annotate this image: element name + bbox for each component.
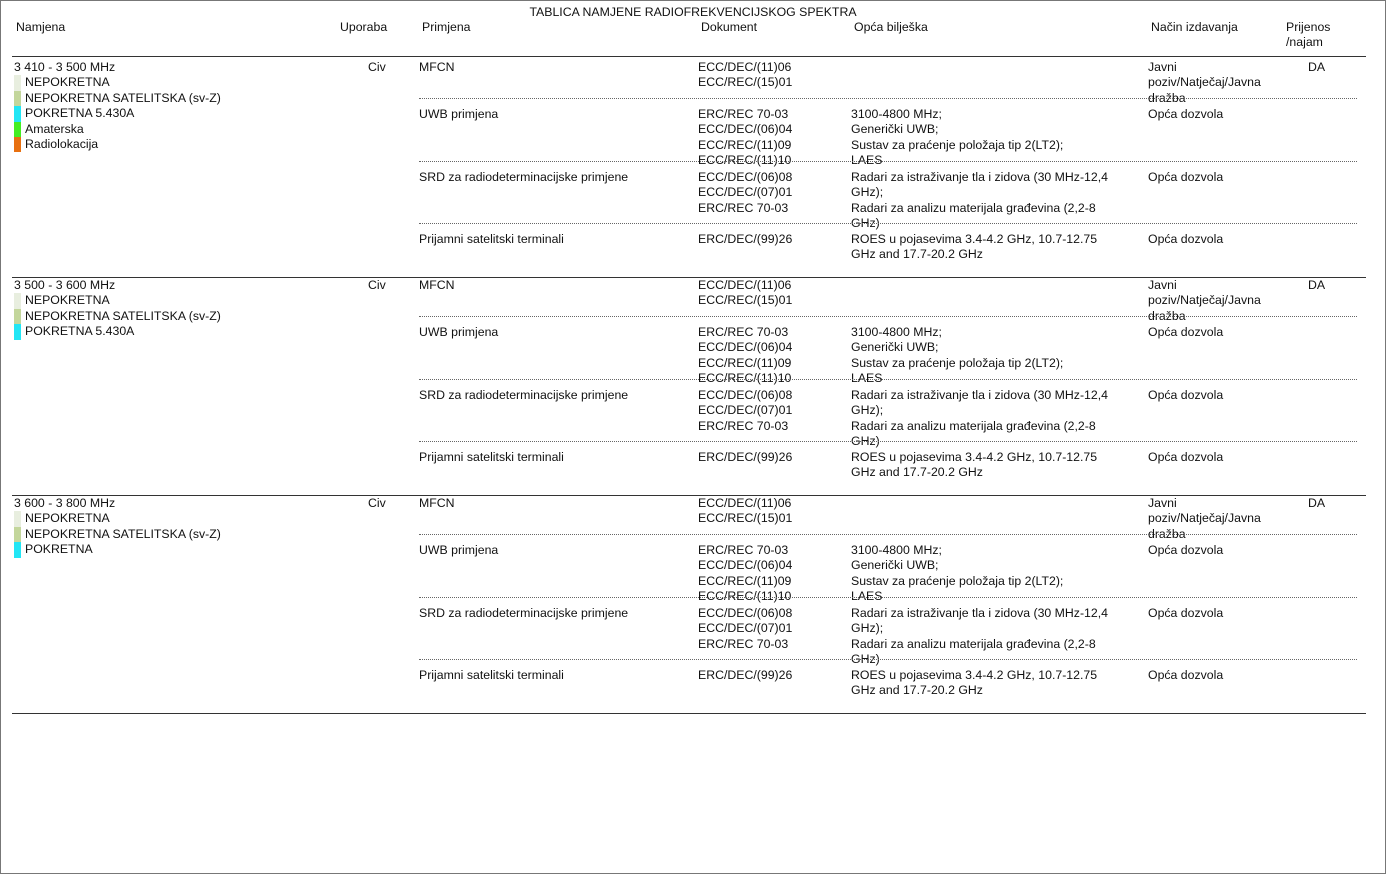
nacin-line: Opća dozvola [1148,170,1224,184]
biljeska-line: 3100-4800 MHz; [851,325,942,339]
dokument-line: ERC/DEC/(99)26 [698,232,793,246]
biljeska-line: Radari za istraživanje tla i zidova (30 MHz-12,4 [851,388,1108,402]
service-label: NEPOKRETNA SATELITSKA (sv-Z) [25,308,221,323]
header-primjena: Primjena [422,20,471,34]
dokument-line: ERC/REC 70-03 [698,107,789,121]
primjena-cell: UWB primjena [419,325,499,339]
service-color-swatch [14,309,21,324]
nacin-line: poziv/Natječaj/Javna [1148,293,1261,308]
nacin-line: Opća dozvola [1148,606,1224,620]
dokument-line: ECC/REC/(11)10 [698,153,792,168]
dokument-line: ECC/REC/(11)10 [698,589,792,604]
row-divider [419,441,1357,442]
biljeska-line: GHz) [851,216,880,231]
nacin-cell [1148,232,1223,247]
biljeska-cell [851,668,1097,699]
row-divider [419,223,1357,224]
uporaba-cell: Civ [368,278,386,292]
dokument-line: ECC/REC/(15)01 [698,293,793,308]
service-color-swatch [14,106,21,121]
dokument-line: ECC/DEC/(11)06 [698,496,792,510]
row-divider [419,316,1357,317]
uporaba-cell: Civ [368,60,386,74]
service-label: NEPOKRETNA SATELITSKA (sv-Z) [25,526,221,541]
dokument-cell [698,668,792,683]
nacin-line: Opća dozvola [1148,668,1224,682]
nacin-cell [1148,668,1223,683]
nacin-line: dražba [1148,308,1186,323]
nacin-line: Javni [1148,496,1177,510]
header-uporaba: Uporaba [340,20,388,34]
service-color-swatch [14,527,21,542]
dokument-line: ECC/DEC/(07)01 [698,185,793,200]
primjena-cell: SRD za radiodeterminacijske primjene [419,170,629,184]
biljeska-cell [851,107,1063,169]
biljeska-line: GHz) [851,434,880,449]
biljeska-line: Generički UWB; [851,340,939,355]
band-range: 3 600 - 3 800 MHz [14,496,116,510]
prijenos-cell: DA [1308,278,1326,292]
biljeska-line: 3100-4800 MHz; [851,543,942,557]
service-label: NEPOKRETNA SATELITSKA (sv-Z) [25,90,221,105]
service-color-swatch [14,122,21,137]
dokument-line: ECC/DEC/(06)08 [698,606,793,620]
dokument-cell [698,388,792,434]
nacin-cell [1148,388,1223,403]
service-color-swatch [14,511,21,526]
biljeska-line: GHz); [851,185,884,200]
biljeska-line: 3100-4800 MHz; [851,107,942,121]
service-label: Amaterska [25,121,84,136]
biljeska-line: LAES [851,589,883,604]
primjena-cell: Prijamni satelitski terminali [419,232,564,246]
service-label: POKRETNA 5.430A [25,106,135,121]
service-allocation [14,293,221,308]
uporaba-cell: Civ [368,496,386,510]
primjena-cell: MFCN [419,278,455,292]
biljeska-line: ROES u pojasevima 3.4-4.2 GHz, 10.7-12.75 [851,232,1098,246]
nacin-line: dražba [1148,90,1186,105]
header-divider [12,56,1366,57]
dokument-cell [698,232,792,247]
nacin-line: Javni [1148,60,1177,74]
service-color-swatch [14,542,21,557]
nacin-cell [1148,107,1223,122]
biljeska-line: Sustav za praćenje položaja tip 2(LT2); [851,137,1064,152]
biljeska-line: GHz); [851,403,884,418]
service-label: NEPOKRETNA [25,511,110,526]
dokument-line: ECC/DEC/(06)04 [698,558,793,573]
header-biljeska: Opća bilješka [854,20,928,34]
row-divider [419,379,1357,380]
band-section [0,278,1386,496]
dokument-line: ECC/REC/(11)09 [698,573,792,588]
dokument-line: ECC/DEC/(07)01 [698,403,793,418]
primjena-cell: MFCN [419,496,455,510]
nacin-line: Opća dozvola [1148,388,1224,402]
header-nacin: Način izdavanja [1151,20,1238,34]
dokument-cell [698,496,792,527]
nacin-cell [1148,606,1223,621]
service-label: Radiolokacija [25,137,99,152]
biljeska-line: Radari za istraživanje tla i zidova (30 MHz-12,4 [851,606,1108,620]
band-section [0,60,1386,278]
dokument-cell [698,278,792,309]
biljeska-line: Radari za analizu materijala građevina (2,2-8 [851,200,1096,215]
row-divider [419,534,1357,535]
nacin-cell [1148,450,1223,465]
service-color-swatch [14,293,21,308]
dokument-line: ECC/REC/(11)09 [698,355,792,370]
dokument-cell [698,170,792,216]
service-allocation [14,75,221,90]
dokument-line: ERC/DEC/(99)26 [698,450,793,464]
dokument-cell [698,543,792,605]
band-cell [14,496,221,558]
service-color-swatch [14,91,21,106]
dokument-line: ECC/REC/(15)01 [698,511,793,526]
service-allocation [14,91,221,106]
service-label: NEPOKRETNA [25,293,110,308]
dokument-line: ECC/DEC/(06)04 [698,340,793,355]
nacin-cell [1148,278,1261,324]
primjena-cell: UWB primjena [419,107,499,121]
service-label: POKRETNA 5.430A [25,324,135,339]
nacin-cell [1148,543,1223,558]
dokument-line: ERC/REC 70-03 [698,636,789,651]
primjena-cell: Prijamni satelitski terminali [419,450,564,464]
service-allocation [14,106,221,121]
band-cell [14,278,221,340]
biljeska-line: Radari za istraživanje tla i zidova (30 MHz-12,4 [851,170,1108,184]
biljeska-line: LAES [851,153,883,168]
biljeska-line: Radari za analizu materijala građevina (2,2-8 [851,636,1096,651]
service-allocation [14,527,221,542]
dokument-line: ERC/REC 70-03 [698,418,789,433]
band-range: 3 500 - 3 600 MHz [14,278,116,292]
service-label: POKRETNA [25,542,93,557]
biljeska-line: GHz and 17.7-20.2 GHz [851,465,983,480]
biljeska-line: GHz) [851,652,880,667]
dokument-line: ECC/REC/(11)10 [698,371,792,386]
service-allocation [14,324,221,339]
primjena-cell: MFCN [419,60,455,74]
nacin-cell [1148,496,1261,542]
nacin-line: Opća dozvola [1148,450,1224,464]
header-namjena: Namjena [16,20,66,34]
nacin-cell [1148,60,1261,106]
biljeska-line: Generički UWB; [851,558,939,573]
dokument-cell [698,450,792,465]
biljeska-line: GHz and 17.7-20.2 GHz [851,247,983,262]
row-divider [419,161,1357,162]
nacin-line: poziv/Natječaj/Javna [1148,511,1261,526]
dokument-cell [698,60,792,91]
service-allocation [14,137,221,152]
dokument-line: ECC/DEC/(11)06 [698,278,792,292]
biljeska-cell [851,325,1063,387]
primjena-cell: SRD za radiodeterminacijske primjene [419,388,629,402]
header-prijenos-line1: Prijenos [1286,20,1331,34]
nacin-line: Javni [1148,278,1177,292]
band-section [0,496,1386,714]
prijenos-cell: DA [1308,496,1326,510]
prijenos-cell: DA [1308,60,1326,74]
primjena-cell: Prijamni satelitski terminali [419,668,564,682]
dokument-line: ERC/REC 70-03 [698,200,789,215]
nacin-cell [1148,170,1223,185]
table-title: TABLICA NAMJENE RADIOFREKVENCIJSKOG SPEKTRA [529,5,857,19]
biljeska-cell [851,232,1097,263]
nacin-line: Opća dozvola [1148,325,1224,339]
nacin-line: Opća dozvola [1148,107,1224,121]
dokument-line: ERC/REC 70-03 [698,543,789,557]
service-allocation [14,542,221,557]
dokument-line: ECC/REC/(15)01 [698,75,793,90]
primjena-cell: UWB primjena [419,543,499,557]
header-prijenos [1286,20,1330,51]
service-color-swatch [14,137,21,152]
dokument-line: ERC/DEC/(99)26 [698,668,793,682]
biljeska-line: ROES u pojasevima 3.4-4.2 GHz, 10.7-12.75 [851,450,1098,464]
nacin-line: Opća dozvola [1148,232,1224,246]
service-allocation [14,122,221,137]
service-label: NEPOKRETNA [25,75,110,90]
dokument-cell [698,325,792,387]
dokument-line: ECC/DEC/(06)04 [698,122,793,137]
dokument-line: ECC/DEC/(07)01 [698,621,793,636]
row-divider [419,659,1357,660]
biljeska-line: Generički UWB; [851,122,939,137]
dokument-line: ERC/REC 70-03 [698,325,789,339]
header-dokument: Dokument [701,20,758,34]
biljeska-line: Sustav za praćenje položaja tip 2(LT2); [851,573,1064,588]
band-cell [14,60,221,152]
service-allocation [14,511,221,526]
nacin-line: poziv/Natječaj/Javna [1148,75,1261,90]
service-allocation [14,309,221,324]
band-range: 3 410 - 3 500 MHz [14,60,116,74]
dokument-cell [698,107,792,169]
biljeska-line: ROES u pojasevima 3.4-4.2 GHz, 10.7-12.75 [851,668,1098,682]
biljeska-cell [851,543,1063,605]
service-color-swatch [14,75,21,90]
dokument-cell [698,606,792,652]
header-prijenos-line2: /najam [1286,35,1323,50]
nacin-line: dražba [1148,526,1186,541]
biljeska-cell [851,450,1097,481]
biljeska-line: LAES [851,371,883,386]
biljeska-line: Sustav za praćenje položaja tip 2(LT2); [851,355,1064,370]
nacin-cell [1148,325,1223,340]
service-color-swatch [14,324,21,339]
nacin-line: Opća dozvola [1148,543,1224,557]
dokument-line: ECC/REC/(11)09 [698,137,792,152]
primjena-cell: SRD za radiodeterminacijske primjene [419,606,629,620]
row-divider [419,98,1357,99]
biljeska-line: Radari za analizu materijala građevina (2,2-8 [851,418,1096,433]
dokument-line: ECC/DEC/(06)08 [698,388,793,402]
dokument-line: ECC/DEC/(06)08 [698,170,793,184]
row-divider [419,597,1357,598]
biljeska-line: GHz); [851,621,884,636]
dokument-line: ECC/DEC/(11)06 [698,60,792,74]
section-divider [12,713,1366,714]
biljeska-line: GHz and 17.7-20.2 GHz [851,683,983,698]
